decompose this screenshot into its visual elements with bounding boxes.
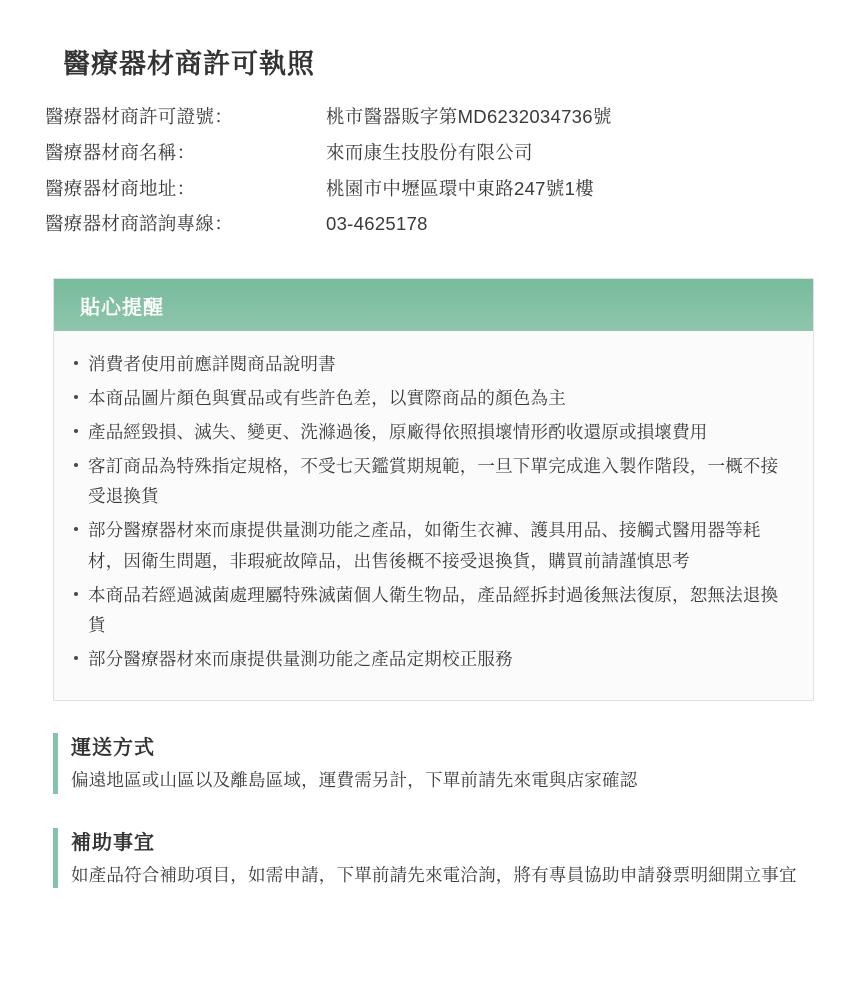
list-item: 消費者使用前應詳閱商品說明書 (68, 349, 791, 379)
info-value-phone: 03-4625178 (326, 213, 428, 235)
table-row (45, 171, 820, 207)
page-title: 醫療器材商許可執照 (63, 49, 315, 79)
notice-header (54, 279, 813, 331)
section-title-shipping: 運送方式 (71, 736, 155, 759)
list-item: 部分醫療器材來而康提供量測功能之產品，如衛生衣褲、護具用品、接觸式醫用器等耗材，因衛生問題，非瑕疵故障品，出售後概不接受退換貨，購買前請謹慎思考 (68, 515, 791, 575)
section-subsidy (53, 826, 820, 891)
license-info-table (45, 99, 820, 242)
info-label-license-number: 醫療器材商許可證號： (45, 106, 234, 127)
section-title-subsidy: 補助事宜 (71, 831, 155, 854)
notice-box (53, 278, 814, 701)
info-label-phone: 醫療器材商諮詢專線： (45, 213, 234, 235)
list-item: 本商品圖片顏色與實品或有些許色差，以實際商品的顏色為主 (68, 383, 791, 413)
table-row (45, 135, 820, 171)
info-value-license-number: 桃市醫器販字第MD6232034736號 (326, 106, 612, 127)
notice-body (54, 331, 813, 700)
info-value-company-name: 來而康生技股份有限公司 (326, 141, 533, 163)
section-text-subsidy: 如產品符合補助項目，如需申請，下單前請先來電洽詢，將有專員協助申請發票明細開立事宜 (71, 864, 797, 885)
section-text-shipping: 偏遠地區或山區以及離島區域，運費需另計，下單前請先來電與店家確認 (71, 769, 638, 790)
list-item: 部分醫療器材來而康提供量測功能之產品定期校正服務 (68, 644, 791, 674)
table-row (45, 99, 820, 135)
info-label-address: 醫療器材商地址： (45, 177, 196, 199)
section-shipping (53, 731, 820, 796)
table-row (45, 206, 820, 242)
info-value-address: 桃園市中壢區環中東路247號1樓 (326, 177, 594, 199)
list-item: 客訂商品為特殊指定規格，不受七天鑑賞期規範，一旦下單完成進入製作階段，一概不接受退換貨 (68, 451, 791, 511)
list-item: 產品經毀損、滅失、變更、洗滌過後，原廠得依照損壞情形酌收還原或損壞費用 (68, 417, 791, 447)
notice-list (68, 349, 791, 674)
list-item: 本商品若經過滅菌處理屬特殊滅菌個人衛生物品，產品經拆封過後無法復原，恕無法退換貨 (68, 580, 791, 640)
info-label-company-name: 醫療器材商名稱： (45, 141, 196, 163)
notice-heading: 貼心提醒 (80, 296, 164, 319)
